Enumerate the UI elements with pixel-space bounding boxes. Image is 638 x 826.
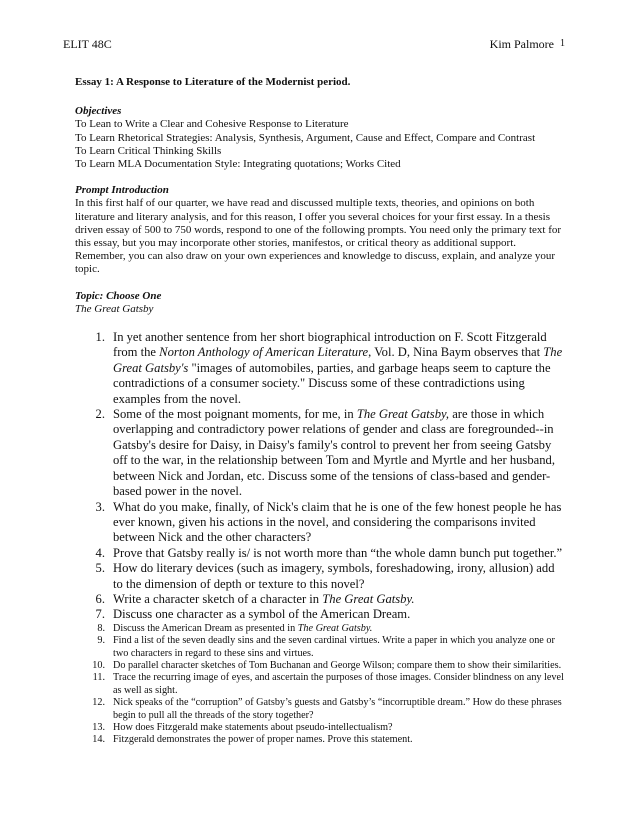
list-item-number: 1.	[95, 330, 105, 345]
list-item-number: 12.	[92, 697, 105, 709]
list-item-text: Nick speaks of the “corruption” of Gatsby’s guests and Gatsby’s “incorruptible dream.” How do these phrases begin to pull all the threads of the story together?	[113, 697, 562, 721]
topic-choose: : Choose One	[99, 289, 162, 302]
list-item-number: 9.	[97, 635, 105, 647]
objective-line: To Learn Critical Thinking Skills	[75, 144, 222, 157]
objective-line: To Lean to Write a Clear and Cohesive Response to Literature	[75, 118, 349, 131]
prompt-intro-heading: Prompt Introduction	[75, 184, 169, 197]
list-item	[75, 623, 565, 635]
list-item-number: 8.	[97, 622, 105, 634]
list-item-number: 5.	[95, 561, 105, 576]
page-number: 1	[560, 38, 565, 49]
document-body	[75, 76, 565, 747]
prompt-intro-text: In this first half of our quarter, we have read and discussed multiple texts, theories, and opinions on both literature and literary analysis, and for this reason, I offer you several choices for your first essay. In a thesis driven essay of 500 to 750 words, respond to one of the following prompts. You need only the primary text for this essay, but you may incorporate other stories, manifestos, or critical theory as additional support. Remember, you can also draw on your own experiences and knowledge to discuss, explain, and analyze your topic.	[75, 197, 562, 276]
list-item-text: Discuss the American Dream as presented in The Great Gatsby.	[113, 622, 373, 634]
list-item	[75, 722, 565, 734]
list-item	[75, 672, 565, 697]
list-item	[75, 407, 565, 499]
list-item-number: 2.	[95, 407, 105, 422]
list-item	[75, 500, 565, 546]
header-course: ELIT 48C	[63, 37, 112, 51]
list-item-number: 14.	[92, 734, 105, 746]
list-item-text: Some of the most poignant moments, for me, in The Great Gatsby, are those in which overlapping and contradictory power relations of gender and class are foregrounded--in Gatsby's desire for Daisy, in Daisy's family's control to prevent her from seeing Gatsby off to the war, in the relationship between Tom and Myrtle and Myrtle and her husband, between Nick and Jordan, etc. Discuss some of the tensions of class-based and gender-based power in the novel.	[113, 407, 555, 499]
list-item	[75, 592, 565, 607]
essay-title: Essay 1: A Response to Literature of the Modernist period.	[75, 76, 351, 88]
list-item-number: 3.	[95, 499, 105, 514]
list-item	[75, 697, 565, 722]
objective-line: To Learn MLA Documentation Style: Integrating quotations; Works Cited	[75, 158, 401, 171]
topic-book: The Great Gatsby	[75, 302, 154, 315]
list-item-text: In yet another sentence from her short biographical introduction on F. Scott Fitzgerald from the Norton Anthology of American Literature, Vol. D, Nina Baym observes that The Great Gatsby's "images of automobiles, parties, and garbage heaps seem to capture the contradictions of a consumer society." Discuss some of these contradictions using examples from the novel.	[113, 330, 563, 406]
list-item-text: Fitzgerald demonstrates the power of proper names. Prove this statement.	[113, 734, 413, 746]
list-item-text: Find a list of the seven deadly sins and the seven cardinal virtues. Write a paper in which you analyze one or two characters in regard to these sins and virtues.	[113, 635, 555, 659]
list-item-number: 6.	[95, 591, 105, 606]
list-item-number: 10.	[92, 659, 105, 671]
topic-label: Topic	[75, 289, 100, 302]
list-item	[75, 561, 565, 592]
topic-heading	[75, 290, 565, 303]
list-item-text: Write a character sketch of a character in The Great Gatsby.	[113, 591, 415, 606]
list-item	[75, 660, 565, 672]
list-item-text: Discuss one character as a symbol of the American Dream.	[113, 607, 411, 622]
list-item-text: Trace the recurring image of eyes, and ascertain the purposes of those images. Consider blindness on any level as well as sight.	[113, 672, 564, 696]
list-item	[75, 330, 565, 407]
list-item-text: Prove that Gatsby really is/ is not worth more than “the whole damn bunch put together.”	[113, 545, 563, 560]
list-item-number: 7.	[95, 607, 105, 622]
prompt-list	[75, 330, 565, 747]
list-item	[75, 635, 565, 660]
list-item-text: Do parallel character sketches of Tom Buchanan and George Wilson; compare them to show their similarities.	[113, 659, 562, 671]
list-item	[75, 546, 565, 561]
objective-line: To Learn Rhetorical Strategies: Analysis, Synthesis, Argument, Cause and Effect, Compare and Contrast	[75, 131, 536, 144]
list-item-text: What do you make, finally, of Nick's claim that he is one of the few honest people he has ever known, given his actions in the novel, and considering the comparisons invited between Nick and the other characters?	[113, 499, 562, 545]
list-item	[75, 734, 565, 746]
list-item-text: How does Fitzgerald make statements about pseudo-intellectualism?	[113, 722, 393, 734]
objectives-heading: Objectives	[75, 105, 122, 118]
list-item-text: How do literary devices (such as imagery, symbols, foreshadowing, irony, allusion) add to the dimension of depth or texture to this novel?	[113, 561, 555, 591]
list-item-number: 13.	[92, 722, 105, 734]
header-author: Kim Palmore	[489, 37, 554, 51]
list-item	[75, 607, 565, 622]
list-item-number: 4.	[95, 545, 105, 560]
list-item-number: 11.	[92, 672, 105, 684]
